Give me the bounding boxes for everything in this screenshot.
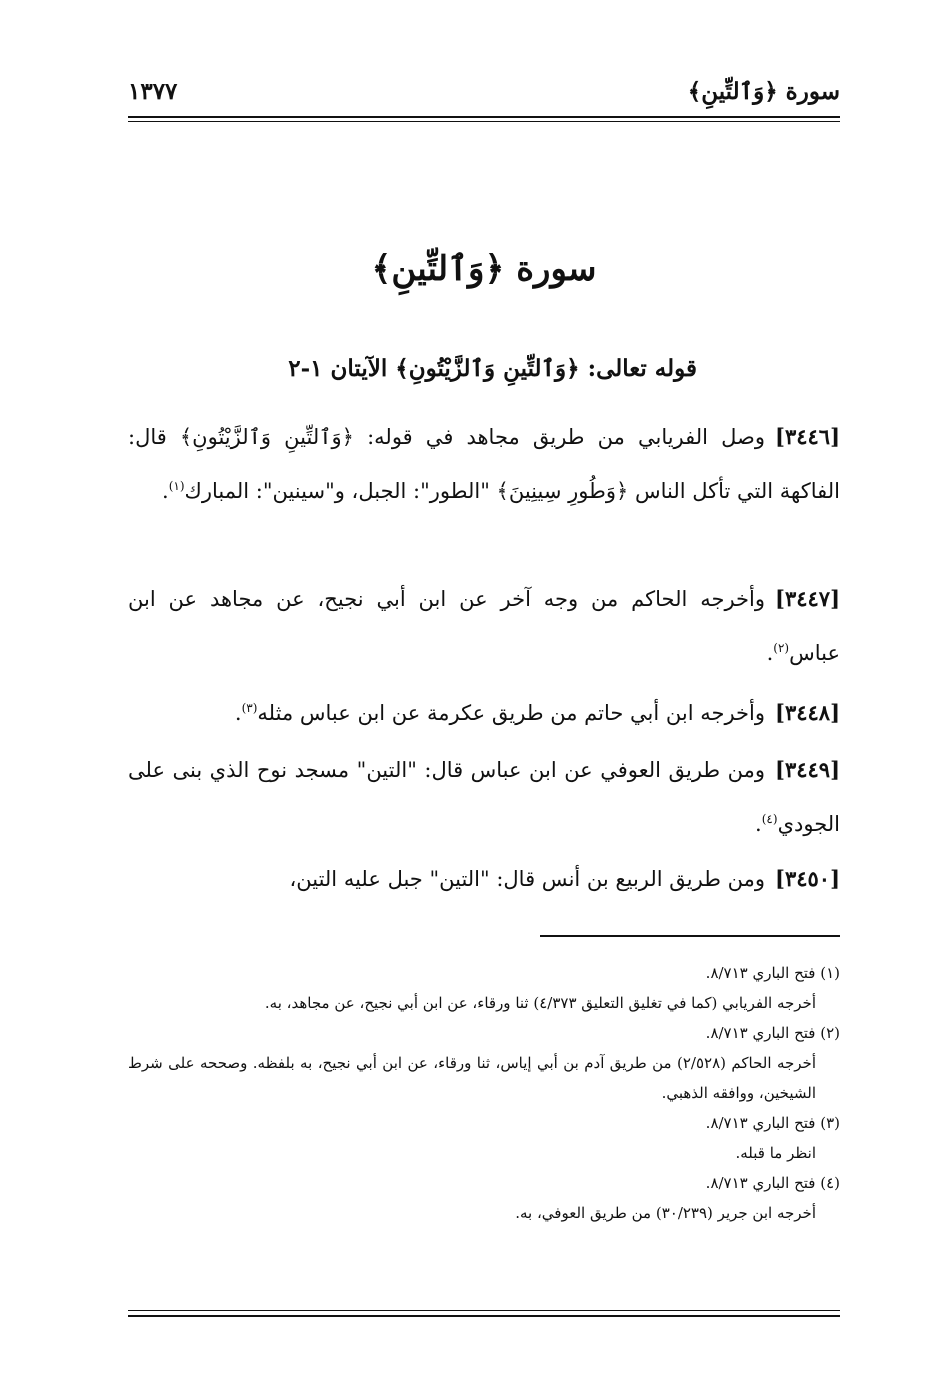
entry-number: [٣٤٤٩] — [775, 757, 840, 782]
entry-end: . — [766, 641, 774, 665]
footnote-1: (١) فتح الباري ٨/٧١٣. — [705, 964, 840, 982]
footnote-2-detail: أخرجه الحاكم (٢/٥٢٨) من طريق آدم بن أبي إياس، ثنا ورقاء، عن ابن أبي نجيح، به بلفظه. وصححه على شرط الشيخين، ووافقه الذهبي. — [128, 1054, 816, 1102]
footnote-3-detail: انظر ما قبله. — [735, 1144, 816, 1162]
footnote-ref: (٣) — [241, 701, 258, 715]
entry-text: وأخرجه ابن أبي حاتم من طريق عكرمة عن ابن عباس مثله — [257, 701, 765, 725]
section-heading: قوله تعالى: ﴿وَٱلتِّينِ وَٱلزَّيْتُونِ﴾ الآيتان ١-٢ — [288, 355, 697, 382]
header-rule — [128, 116, 840, 118]
footnote-1-detail: أخرجه الفريابي (كما في تغليق التعليق ٤/٣٧٣) ثنا ورقاء، عن ابن أبي نجيح، عن مجاهد، به. — [264, 994, 816, 1012]
entry-3446 — [128, 410, 840, 518]
footnote-ref: (٢) — [773, 641, 790, 655]
footnote-4: (٤) فتح الباري ٨/٧١٣. — [705, 1174, 840, 1192]
entry-number: [٣٤٤٦] — [775, 424, 840, 449]
entry-text: ومن طريق الربيع بن أنس قال: "التين" جبل عليه التين، — [289, 867, 765, 891]
entry-number: [٣٤٤٨] — [775, 700, 840, 725]
footnote-4-detail: أخرجه ابن جرير (٣٠/٢٣٩) من طريق العوفي، به. — [515, 1204, 816, 1222]
running-header — [128, 78, 840, 114]
entry-end: . — [234, 701, 242, 725]
entry-number: [٣٤٤٧] — [775, 586, 840, 611]
page-number: ١٣٧٧ — [128, 78, 178, 105]
entry-end: . — [755, 812, 762, 836]
entry-end: . — [162, 479, 169, 503]
running-title: سورة ﴿وَٱلتِّينِ﴾ — [687, 78, 840, 105]
footnote-ref: (٤) — [761, 812, 778, 826]
entry-number: [٣٤٥٠] — [775, 866, 840, 891]
entry-3449 — [128, 743, 840, 851]
footnote-2: (٢) فتح الباري ٨/٧١٣. — [705, 1024, 840, 1042]
footnote-3: (٣) فتح الباري ٨/٧١٣. — [705, 1114, 840, 1132]
entry-text: وأخرجه الحاكم من وجه آخر عن ابن أبي نجيح، عن مجاهد عن ابن عباس — [128, 587, 840, 665]
entry-3448 — [128, 686, 840, 740]
header-rule-thin — [128, 121, 840, 122]
bottom-rule — [128, 1310, 840, 1311]
entry-text: ومن طريق العوفي عن ابن عباس قال: "التين" مسجد نوح الذي بنى على الجودي — [128, 758, 840, 836]
footnote-ref: (١) — [168, 479, 185, 493]
entry-3447 — [128, 572, 840, 680]
entry-3450 — [128, 852, 840, 906]
surah-title: سورة ﴿وَٱلتِّينِ﴾ — [371, 249, 597, 289]
entry-text: وصل الفريابي من طريق مجاهد في قوله: ﴿وَٱلتِّينِ وَٱلزَّيْتُونِ﴾ قال: الفاكهة التي تأكل الناس ﴿وَطُورِ سِينِينَ﴾ "الطور": الجبل، و"سينين": المبارك — [128, 425, 840, 503]
bottom-rule-thick — [128, 1315, 840, 1317]
footnote-rule — [540, 935, 840, 937]
footnotes — [128, 958, 840, 1228]
